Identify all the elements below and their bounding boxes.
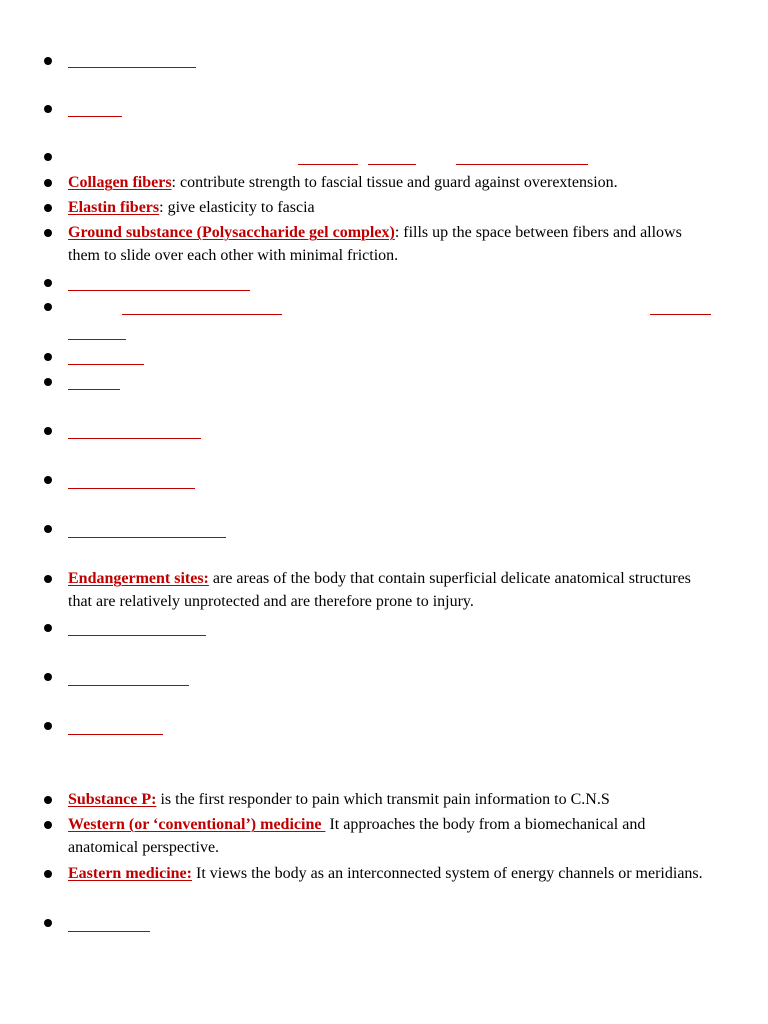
redacted-term-underline [68, 685, 189, 686]
term-definition: : give elasticity to fascia [159, 199, 315, 216]
redacted-term-underline [68, 364, 144, 365]
bullet-icon [44, 204, 52, 212]
bullet-icon [44, 153, 52, 161]
redacted-term-underline [68, 116, 122, 117]
term-definition: It approaches the body from a biomechanical and anatomical perspective. [68, 816, 646, 856]
bullet-icon [44, 476, 52, 484]
bullet-icon [44, 525, 52, 533]
term-definition: : fills up the space between fibers and allows them to slide over each other with minimal friction. [68, 224, 682, 264]
redacted-term-underline [456, 164, 588, 165]
bullet-icon [44, 279, 52, 287]
bullet-icon [44, 427, 52, 435]
redacted-term-underline [650, 314, 711, 315]
redacted-term-underline [68, 67, 196, 68]
term-label: Elastin fibers [68, 199, 160, 216]
redacted-term-underline [368, 164, 416, 165]
redacted-term-underline [122, 314, 282, 315]
redacted-term-underline [68, 734, 163, 735]
bullet-icon [44, 575, 52, 583]
bullet-icon [44, 353, 52, 361]
redacted-term-underline [68, 389, 120, 390]
term-label: Endangerment sites: [68, 570, 209, 587]
term-definition: are areas of the body that contain superficial delicate anatomical structures that are relatively unprotected and are therefore prone to injury. [68, 570, 691, 610]
bullet-icon [44, 179, 52, 187]
bullet-icon [44, 870, 52, 878]
definition-text [68, 862, 712, 885]
definition-text [68, 813, 712, 859]
term-label: Ground substance (Polysaccharide gel complex) [68, 224, 395, 241]
definition-text [68, 221, 712, 267]
bullet-icon [44, 105, 52, 113]
term-label: Eastern medicine: [68, 865, 192, 882]
bullet-icon [44, 919, 52, 927]
redacted-term-underline [68, 438, 201, 439]
redacted-term-underline [68, 290, 250, 291]
bullet-icon [44, 378, 52, 386]
definition-text [68, 196, 712, 219]
definition-text [68, 788, 712, 811]
redacted-term-underline [68, 931, 150, 932]
bullet-icon [44, 673, 52, 681]
term-label: Substance P: [68, 791, 157, 808]
redacted-term-underline [68, 339, 126, 340]
redacted-term-underline [68, 635, 206, 636]
redacted-term-underline [298, 164, 358, 165]
bullet-icon [44, 229, 52, 237]
redacted-term-underline [68, 488, 195, 489]
definition-text [68, 171, 712, 194]
term-label: Collagen fibers [68, 174, 172, 191]
redacted-term-underline [68, 537, 226, 538]
bullet-icon [44, 57, 52, 65]
term-label: Western (or ‘conventional’) medicine [68, 816, 326, 833]
term-definition: : contribute strength to fascial tissue and guard against overextension. [171, 174, 618, 191]
bullet-icon [44, 624, 52, 632]
bullet-icon [44, 303, 52, 311]
bullet-icon [44, 722, 52, 730]
term-definition: It views the body as an interconnected system of energy channels or meridians. [191, 865, 703, 882]
definition-text [68, 567, 712, 613]
bullet-icon [44, 796, 52, 804]
bullet-icon [44, 821, 52, 829]
term-definition: is the first responder to pain which transmit pain information to C.N.S [156, 791, 610, 808]
